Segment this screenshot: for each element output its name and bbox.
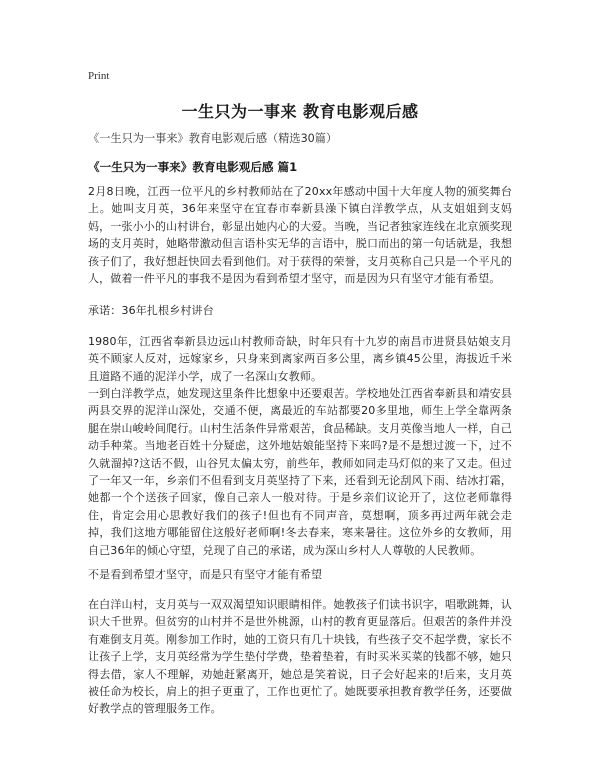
paragraph: 不是看到希望才坚守，而是只有坚守才能有希望 [88, 568, 323, 581]
paragraph: 在白洋山村，支月英与一双双渴望知识眼睛相伴。她教孩子们读书识字，唱歌跳舞，认识大千世界。但贫穷的山村并不是世外桃源，山村的教育更显落后。但艰苦的条件并没有难倒支月英。刚参加工作时，她的工资只有几十块钱，有些孩子交不起学费，家长不让孩子上学，支月英经常为学生垫付学费，垫着垫着，有时买米买菜的钱都不够，她只得去借，家人不理解，劝她赶紧离开，她总是笑着说，日子会好起来的!后来，支月英被任命为校长，肩上的担子更重了，工作也更忙了。她既要承担教育教学任务，还要做好教学点的管理服务工作。 [88, 598, 512, 716]
paragraph: 2月8日晚，江西一位平凡的乡村教师站在了20xx年感动中国十大年度人物的颁奖舞台上。她叫支月英，36年来坚守在宜春市奉新县澡下镇白洋教学点，从支姐姐到支妈妈，一张小小的山村讲台，彰显出她内心的大爱。当晚，当记者独家连线在北京颁奖现场的支月英时，她略带激动但言语朴实无华的言语中，脱口而出的第一句话就是，我想孩子们了，我好想赶快回去看到他们。对于获得的荣誉，支月英称自己只是一个平凡的人，做着一件平凡的事我不是因为看到希望才坚守，而是因为只有坚守才能有希望。 [88, 185, 512, 286]
paragraph: 一到白洋教学点，她发现这里条件比想象中还要艰苦。学校地处江西省奉新县和靖安县两县交界的泥洋山深处，交通不便，离最近的车站都要20多里地，师生上学全靠两条腿在崇山峻岭间爬行。山村生活条件异常艰苦，食品稀缺。支月英像当地人一样，自己动手种菜。当地老百姓十分疑虑，这外地姑娘能坚持下来吗?是不是想过渡一下，过不久就溜掉?这话不假，山谷旯太偏太穷，前些年，教师如同走马灯似的来了又走。但过了一年又一年，乡亲们不但看到支月英坚持了下来，还看到无论刮风下雨、结冰打霜，她都一个个送孩子回家，像自己亲人一般对待。于是乡亲们议论开了，这位老师靠得住，肯定会用心思教好我们的孩子!但也有不同声音，莫想啊，顶多再过两年就会走掉，我们这地方哪能留住这般好老师啊!冬去春来，寒来暑往。这位外乡的女教师，用自己36年的倾心守望，兑现了自己的承诺，成为深山乡村人人尊敬的人民教师。 [88, 387, 512, 557]
document-subtitle: 《一生只为一事来》教育电影观后感（精选30篇） [88, 132, 338, 145]
section-heading: 《一生只为一事来》教育电影观后感 篇1 [88, 160, 298, 174]
document-title: 一生只为一事来 教育电影观后感 [181, 102, 419, 121]
paragraph: 承诺：36年扎根乡村讲台 [88, 304, 214, 317]
paragraph: 1980年，江西省奉新县边远山村教师奇缺，时年只有十九岁的南昌市进贤县姑娘支月英不顾家人反对，远嫁家乡，只身来到离家两百多公里，离乡镇45公里，海拔近千米且道路不通的泥洋小学，成了一名深山女教师。 [88, 335, 512, 383]
print-label: Print [88, 70, 110, 82]
